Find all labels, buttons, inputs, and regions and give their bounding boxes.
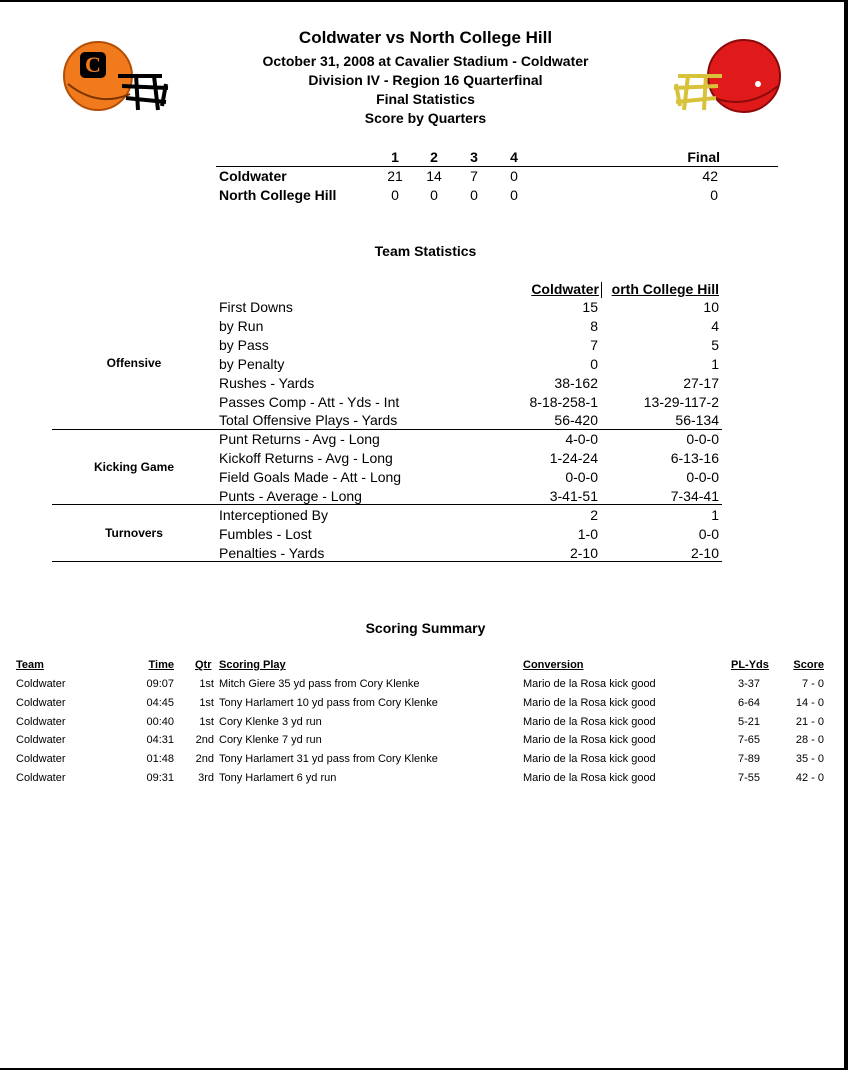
team-stat-away-value: 4: [711, 318, 719, 334]
final-statistics-label: Final Statistics: [376, 91, 475, 107]
team-stat-label: First Downs: [219, 299, 293, 315]
score-row-home-q4: 0: [510, 168, 518, 184]
team-stat-away-value: 0-0: [698, 526, 719, 542]
score-row-away-q1: 0: [391, 187, 399, 203]
score-row-away-q3: 0: [470, 187, 478, 203]
score-row-home-final: 42: [702, 168, 718, 184]
scoring-play: Tony Harlamert 10 yd pass from Cory Klenke: [219, 697, 438, 709]
svg-text:C: C: [85, 52, 101, 77]
team-stat-home-value: 3-41-51: [549, 488, 598, 504]
col-header-qtr: Qtr: [195, 659, 212, 671]
scoring-conversion: Mario de la Rosa kick good: [523, 716, 656, 728]
team-stat-away-value: 1: [711, 507, 719, 523]
score-row-home-q2: 14: [426, 168, 442, 184]
page-title: Coldwater vs North College Hill: [298, 28, 553, 47]
team-stat-away-value: 13-29-117-2: [643, 394, 719, 410]
team-stat-home-value: 2: [590, 507, 598, 523]
team-stat-home-value: 0-0-0: [565, 469, 598, 485]
scoring-team: Coldwater: [16, 716, 66, 728]
score-header-rule: [216, 166, 778, 167]
scoring-pl-yds: 6-64: [737, 697, 761, 709]
team-stat-label: by Pass: [219, 337, 269, 353]
scoring-team: Coldwater: [16, 697, 66, 709]
scoring-team: Coldwater: [16, 734, 66, 746]
team-stat-away-value: 7-34-41: [670, 488, 719, 504]
team-stat-home-value: 56-420: [554, 412, 598, 428]
scoring-time: 04:31: [146, 734, 174, 746]
team-stat-home-value: 15: [582, 299, 598, 315]
scoring-time: 04:45: [146, 697, 174, 709]
category-turnovers: Turnovers: [105, 526, 163, 540]
team-stats-header-divider: [601, 282, 602, 298]
scoring-team: Coldwater: [16, 753, 66, 765]
team-stat-home-value: 8-18-258-1: [529, 394, 598, 410]
team-stat-home-value: 7: [590, 337, 598, 353]
score-row-away-q2: 0: [430, 187, 438, 203]
scoring-pl-yds: 5-21: [737, 716, 761, 728]
scoring-pl-yds: 7-89: [737, 753, 761, 765]
category-kicking-game: Kicking Game: [93, 460, 175, 474]
turnovers-section-rule: [52, 561, 722, 562]
scoring-qtr: 3rd: [198, 772, 214, 784]
scoring-qtr: 1st: [199, 678, 214, 690]
team-stat-away-value: 2-10: [690, 545, 719, 561]
team-stat-away-value: 1: [711, 356, 719, 372]
scoring-time: 01:48: [146, 753, 174, 765]
scoring-play: Mitch Giere 35 yd pass from Cory Klenke: [219, 678, 420, 690]
team-stat-away-value: 5: [711, 337, 719, 353]
team-statistics-title: Team Statistics: [374, 243, 477, 259]
quarter-1-header: 1: [391, 149, 399, 165]
scoring-conversion: Mario de la Rosa kick good: [523, 772, 656, 784]
team-stat-label: Fumbles - Lost: [219, 526, 312, 542]
team-stat-away-value: 10: [703, 299, 719, 315]
scoring-play: Tony Harlamert 31 yd pass from Cory Klenke: [219, 753, 438, 765]
quarter-2-header: 2: [430, 149, 438, 165]
scoring-time: 09:07: [146, 678, 174, 690]
score-row-home-team: Coldwater: [219, 168, 287, 184]
scoring-team: Coldwater: [16, 772, 66, 784]
final-header: Final: [687, 149, 720, 165]
team-stat-label: Rushes - Yards: [219, 375, 315, 391]
scoring-summary-title: Scoring Summary: [365, 620, 486, 636]
score-by-quarters-label: Score by Quarters: [364, 110, 487, 126]
category-offensive: Offensive: [106, 356, 162, 370]
kicking-section-rule: [52, 504, 722, 505]
scoring-team: Coldwater: [16, 678, 66, 690]
team-stat-label: Kickoff Returns - Avg - Long: [219, 450, 393, 466]
scoring-qtr: 1st: [199, 716, 214, 728]
score-row-away-q4: 0: [510, 187, 518, 203]
scoring-score: 35 - 0: [795, 753, 824, 765]
team-stat-home-value: 1-0: [577, 526, 598, 542]
team-stat-away-value: 0-0-0: [686, 469, 719, 485]
scoring-qtr: 2nd: [195, 734, 214, 746]
score-row-away-team: North College Hill: [219, 187, 337, 203]
scoring-conversion: Mario de la Rosa kick good: [523, 678, 656, 690]
scoring-score: 14 - 0: [795, 697, 824, 709]
team-stat-home-value: 2-10: [569, 545, 598, 561]
team-stat-home-value: 0: [590, 356, 598, 372]
col-header-team: Team: [16, 659, 44, 671]
col-header-score: Score: [793, 659, 824, 671]
quarter-3-header: 3: [470, 149, 478, 165]
team-stat-label: Passes Comp - Att - Yds - Int: [219, 394, 400, 410]
scoring-time: 00:40: [146, 716, 174, 728]
team-stat-label: Interceptioned By: [219, 507, 328, 523]
team-stat-label: Field Goals Made - Att - Long: [219, 469, 402, 485]
scoring-pl-yds: 7-55: [737, 772, 761, 784]
scoring-conversion: Mario de la Rosa kick good: [523, 697, 656, 709]
scoring-qtr: 2nd: [195, 753, 214, 765]
team-stat-away-value: 6-13-16: [670, 450, 719, 466]
team-stat-away-value: 27-17: [683, 375, 719, 391]
quarter-4-header: 4: [510, 149, 518, 165]
scoring-score: 7 - 0: [801, 678, 824, 690]
team-stats-away-header: orth College Hill: [611, 281, 719, 297]
scoring-conversion: Mario de la Rosa kick good: [523, 753, 656, 765]
score-row-home-q3: 7: [470, 168, 478, 184]
scoring-play: Cory Klenke 7 yd run: [219, 734, 322, 746]
scoring-conversion: Mario de la Rosa kick good: [523, 734, 656, 746]
col-header-time: Time: [148, 659, 174, 671]
team-stats-home-header: Coldwater: [531, 281, 599, 297]
team-stat-home-value: 1-24-24: [549, 450, 598, 466]
team-stat-label: by Run: [219, 318, 264, 334]
scoring-time: 09:31: [146, 772, 174, 784]
team-stat-label: Punt Returns - Avg - Long: [219, 431, 380, 447]
game-date-location: October 31, 2008 at Cavalier Stadium - Coldwater: [262, 53, 589, 69]
team-stat-home-value: 38-162: [554, 375, 598, 391]
scoring-score: 21 - 0: [795, 716, 824, 728]
col-header-scoring-play: Scoring Play: [219, 659, 286, 671]
scoring-score: 28 - 0: [795, 734, 824, 746]
team-stat-label: Penalties - Yards: [219, 545, 325, 561]
score-row-home-q1: 21: [387, 168, 403, 184]
scoring-qtr: 1st: [199, 697, 214, 709]
team-stat-home-value: 4-0-0: [565, 431, 598, 447]
team-stat-home-value: 8: [590, 318, 598, 334]
col-header-pl-yds: PL-Yds: [731, 659, 769, 671]
team-stat-away-value: 56-134: [675, 412, 719, 428]
division-round: Division IV - Region 16 Quarterfinal: [308, 72, 543, 88]
team-stat-away-value: 0-0-0: [686, 431, 719, 447]
score-row-away-final: 0: [710, 187, 718, 203]
scoring-play: Cory Klenke 3 yd run: [219, 716, 322, 728]
scoring-pl-yds: 7-65: [737, 734, 761, 746]
col-header-conversion: Conversion: [523, 659, 584, 671]
offensive-section-rule: [52, 429, 722, 430]
team-stat-label: by Penalty: [219, 356, 285, 372]
scoring-pl-yds: 3-37: [737, 678, 761, 690]
team-stat-label: Total Offensive Plays - Yards: [219, 412, 398, 428]
scoring-play: Tony Harlamert 6 yd run: [219, 772, 337, 784]
scoring-score: 42 - 0: [795, 772, 824, 784]
team-stat-label: Punts - Average - Long: [219, 488, 362, 504]
